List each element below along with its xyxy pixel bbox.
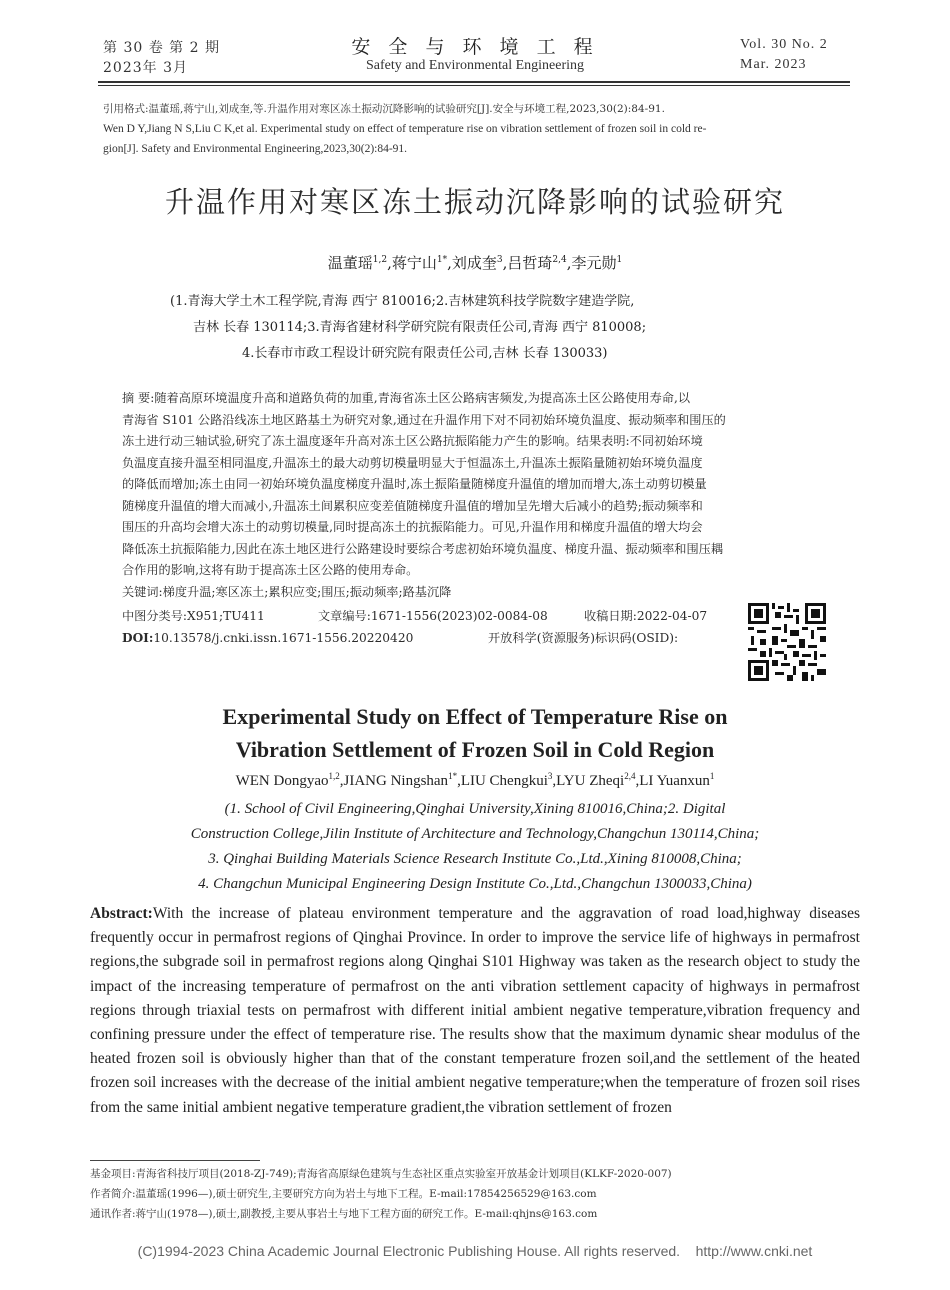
abstract-cn-line: 冻土进行动三轴试验,研究了冻土温度逐年升高对冻土区公路抗振陷能力产生的影响。结果表明:不同初始环境 — [122, 434, 703, 448]
title-en-line: Vibration Settlement of Frozen Soil in Cold Region — [235, 737, 715, 762]
osid-label: 开放科学(资源服务)标识码(OSID): — [488, 631, 679, 645]
author-sup: 2,4 — [624, 771, 636, 781]
affiliation-en: (1. School of Civil Engineering,Qinghai University,Xining 810016,China;2. Digital — [224, 801, 726, 817]
abstract-cn-line: 合作用的影响,这将有助于提高冻土区公路的使用寿命。 — [122, 563, 419, 577]
author-name: ,刘成奎 — [447, 254, 497, 272]
qr-code-icon[interactable] — [748, 603, 826, 681]
journal-title-cn: 安 全 与 环 境 工 程 — [351, 36, 599, 58]
affiliation-cn: 吉林 长春 130114;3.青海省建材科学研究院有限责任公司,青海 西宁 810008; — [193, 320, 647, 335]
abstract-cn-line: 青海省 S101 公路沿线冻土地区路基土为研究对象,通过在升温作用下对不同初始环境负温度、振动频率和围压的 — [122, 412, 726, 427]
author-name: 温董瑶 — [327, 254, 373, 272]
affiliation-en: Construction College,Jilin Institute of Architecture and Technology,Changchun 130114,China; — [190, 826, 760, 842]
author-name: ,吕哲琦 — [502, 254, 553, 272]
copyright-watermark: (C)1994-2023 China Academic Journal Electronic Publishing House. All rights reserved. http://www.cnki.net — [137, 1243, 813, 1259]
author-name: ,LIU Chengkui — [457, 773, 548, 789]
abstract-cn-line: 降低冻土抗振陷能力,因此在冻土地区进行公路建设时要综合考虑初始环境负温度、梯度升温、振动频率和围压耦 — [122, 541, 724, 556]
author-sup: 1,2 — [328, 771, 340, 781]
header-date-en: Mar. 2023 — [740, 57, 807, 72]
affiliation-en: 3. Qinghai Building Materials Science Research Institute Co.,Ltd.,Xining 810008,China; — [208, 851, 742, 867]
author-name: ,LI Yuanxun — [635, 773, 710, 789]
header-volume-en: Vol. 30 No. 2 — [740, 37, 828, 52]
abstract-cn-line: 随梯度升温值的增大而减小,升温冻土间累积应变差值随梯度升温值的增加呈先增大后减小的趋势;振动频率和 — [122, 498, 703, 513]
abstract-en — [90, 902, 860, 1120]
clc-label: 中图分类号: — [122, 609, 188, 623]
author-sup: 1 — [709, 771, 715, 781]
keywords-cn — [122, 582, 451, 604]
footnote-funding: 基金项目:青海省科技厅项目(2018-ZJ-749);青海省高原绿色建筑与生态社区重点实验室开放基金计划项目(KLKF-2020-007) — [90, 1168, 672, 1180]
citation-en-1: Wen D Y,Jiang N S,Liu C K,et al. Experimental study on effect of temperature rise on vibration settlement of frozen soil in cold re- — [103, 123, 707, 135]
author-sup: 1,2 — [372, 255, 388, 265]
doc-number — [318, 606, 548, 628]
keywords-text: 梯度升温;寒区冻土;累积应变;围压;振动频率;路基沉降 — [162, 585, 452, 599]
author-name: ,李元勋 — [566, 254, 617, 272]
abstract-cn-label: 摘 要: — [122, 391, 155, 405]
abstract-cn-line: 负温度直接升温至相同温度,升温冻土的最大动剪切模量明显大于恒温冻土,升温冻土振陷量随初始环境负温度 — [122, 455, 703, 470]
author-name: ,蒋宁山 — [387, 254, 437, 272]
footnote-corresponding: 通讯作者:蒋宁山(1978—),硕士,副教授,主要从事岩土与地下工程方面的研究工作。E-mail:qhjns@163.com — [90, 1208, 598, 1220]
authors-en — [0, 771, 950, 790]
abstract-cn-line: 围压的升高均会增大冻土的动剪切模量,同时提高冻土的抗振陷能力。可见,升温作用和梯度升温值的增大均会 — [122, 520, 703, 534]
keywords-label: 关键词: — [122, 585, 163, 599]
doi-label: DOI: — [122, 631, 154, 645]
header-rule-thin — [98, 85, 850, 86]
abstract-en-text: With the increase of plateau environment temperature and the aggravation of road load,highway diseases frequently occur in permafrost regions of Qinghai Province. In order to improve the service life of highways in permafrost regions,the subgrade soil in permafrost regions along Qinghai S101 Highway was taken as the research object to study the impact of the increasing temperature of permafrost on the anti vibration settlement capacity of highways in permafrost regions through triaxial tests on permafrost with different initial ambient negative temperature,vibration frequency and confining pressure under the effect of temperature rise. The results show that the maximum dynamic shear modulus of the heated frozen soil is obviously higher than that of the constant temperature frozen soil,and the settlement of the heated frozen soil increases with the decrease of the initial ambient negative temperature;when the temperature of frozen soil rises from the same initial ambient negative temperature gradient,the vibration settlement of frozen — [90, 905, 860, 1116]
author-sup: 1 — [616, 255, 623, 265]
received-label: 收稿日期: — [584, 609, 637, 623]
footnote-rule — [90, 1160, 260, 1161]
page-title: 升温作用对寒区冻土振动沉降影响的试验研究 — [164, 185, 785, 219]
abstract-en-label: Abstract: — [90, 905, 153, 922]
citation-en-2: gion[J]. Safety and Environmental Engineering,2023,30(2):84-91. — [103, 143, 408, 155]
abstract-cn-line: 的降低而增加;冻土由同一初始环境负温度梯度升温时,冻土振陷量随梯度升温值的增加而增大,冻土动剪切模量 — [122, 477, 707, 491]
title-en-line: Experimental Study on Effect of Temperature Rise on — [222, 704, 728, 729]
header-date-cn: 2023年 3月 — [103, 60, 188, 76]
journal-title-en: Safety and Environmental Engineering — [365, 58, 585, 73]
received-date — [584, 606, 707, 628]
clc-number — [122, 606, 265, 628]
doi — [122, 628, 413, 650]
author-sup: 3 — [547, 771, 553, 781]
footnote-author: 作者简介:温董瑶(1996—),硕士研究生,主要研究方向为岩土与地下工程。E-mail:17854256529@163.com — [90, 1188, 597, 1200]
doc-value: 1671-1556(2023)02-0084-08 — [370, 609, 548, 623]
doi-value: 10.13578/j.cnki.issn.1671-1556.20220420 — [153, 631, 414, 645]
abstract-cn-line: 随着高原环境温度升高和道路负荷的加重,青海省冻土区公路病害频发,为提高冻土区公路使用寿命,以 — [154, 391, 691, 405]
header-volume-cn: 第 30 卷 第 2 期 — [103, 40, 220, 56]
affiliation-cn: 4.长春市市政工程设计研究院有限责任公司,吉林 长春 130033) — [242, 346, 608, 361]
affiliation-cn: (1.青海大学土木工程学院,青海 西宁 810016;2.吉林建筑科技学院数字建造学院, — [170, 294, 635, 309]
affiliations-en — [0, 797, 950, 897]
author-name: ,JIANG Ningshan — [339, 773, 449, 789]
author-sup: 3 — [496, 255, 503, 265]
affiliation-en: 4. Changchun Municipal Engineering Design Institute Co.,Ltd.,Changchun 1300033,China) — [198, 876, 752, 892]
doc-label: 文章编号: — [318, 609, 371, 623]
abstract-cn — [122, 388, 726, 582]
header-rule — [98, 81, 850, 83]
author-sup: 1* — [448, 771, 458, 781]
author-sup: 2,4 — [552, 255, 567, 265]
clc-value: X951;TU411 — [187, 609, 265, 623]
title-en — [0, 700, 950, 766]
received-value: 2022-04-07 — [636, 609, 708, 623]
authors-cn — [0, 252, 950, 273]
author-name: ,LYU Zheqi — [552, 773, 625, 789]
author-name: WEN Dongyao — [235, 773, 329, 789]
author-sup: 1* — [436, 255, 448, 265]
citation-cn: 引用格式:温董瑶,蒋宁山,刘成奎,等.升温作用对寒区冻土振动沉降影响的试验研究[J].安全与环境工程,2023,30(2):84-91. — [103, 103, 665, 115]
